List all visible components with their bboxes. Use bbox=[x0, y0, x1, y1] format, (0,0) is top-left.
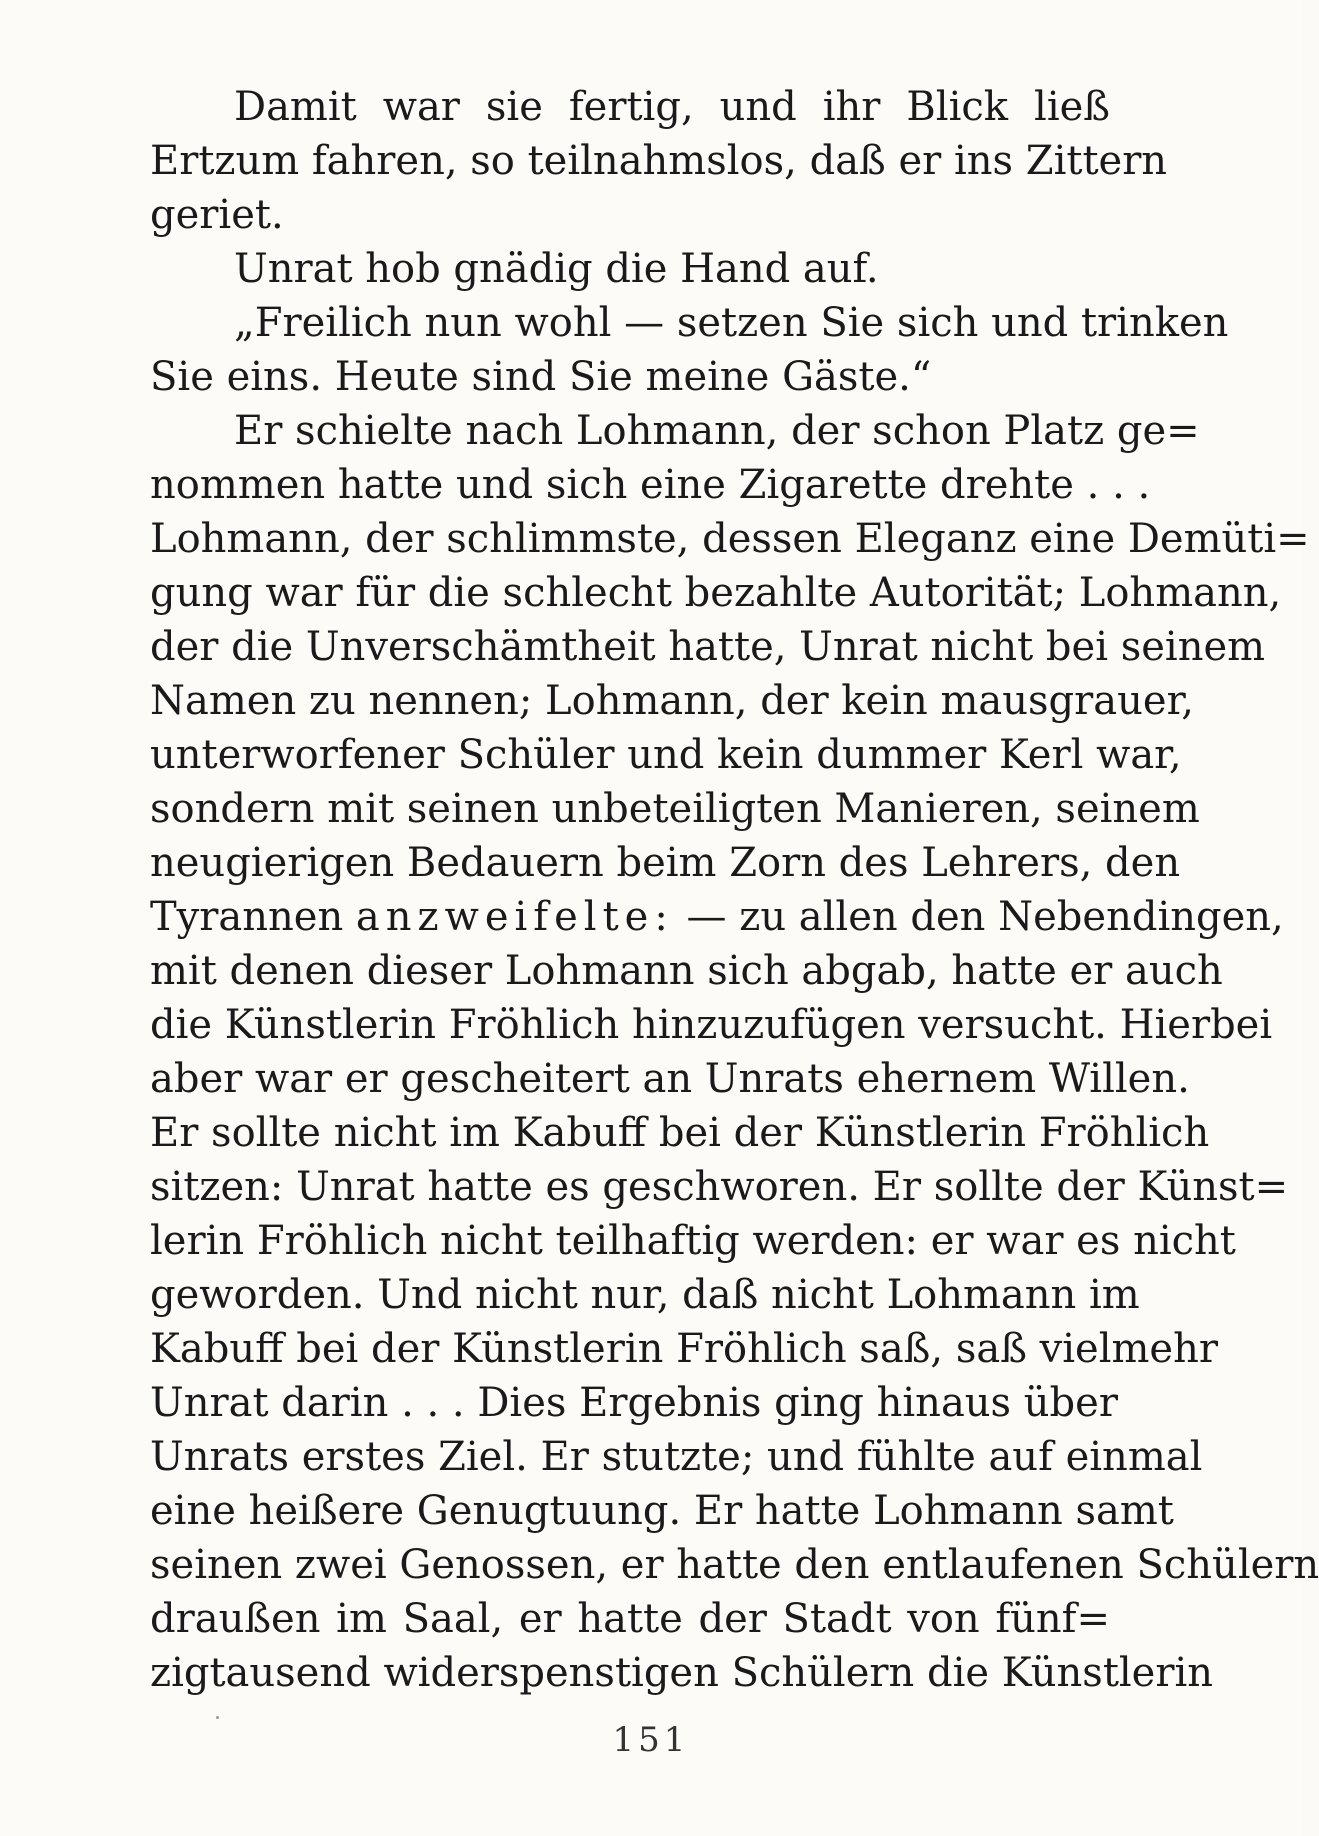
text-line: Kabuff bei der Künstlerin Fröhlich saß, saß vielmehr bbox=[150, 1326, 1218, 1372]
page-number: 151 bbox=[612, 1720, 690, 1760]
text-line: Ertzum fahren, so teilnahmslos, daß er ins Zittern bbox=[150, 138, 1168, 184]
text-line: draußen im Saal, er hatte der Stadt von fünf= bbox=[150, 1596, 1110, 1642]
text-segment: — zu allen den Nebendingen, bbox=[673, 894, 1284, 940]
text-segment: Tyrannen bbox=[150, 894, 356, 940]
text-line: Er schielte nach Lohmann, der schon Platz ge= bbox=[234, 408, 1200, 454]
text-line: nommen hatte und sich eine Zigarette drehte . . . bbox=[150, 462, 1151, 508]
text-line: Er sollte nicht im Kabuff bei der Künstlerin Fröhlich bbox=[150, 1110, 1210, 1156]
text-line: neugierigen Bedauern beim Zorn des Lehrers, den bbox=[150, 840, 1181, 886]
text-line: geworden. Und nicht nur, daß nicht Lohmann im bbox=[150, 1272, 1140, 1318]
text-line: eine heißere Genugtuung. Er hatte Lohmann samt bbox=[150, 1488, 1174, 1534]
text-line: mit denen dieser Lohmann sich abgab, hatte er auch bbox=[150, 948, 1223, 994]
text-line: seinen zwei Genossen, er hatte den entlaufenen Schülern bbox=[150, 1542, 1319, 1588]
text-line: aber war er gescheitert an Unrats ehernem Willen. bbox=[150, 1056, 1190, 1102]
text-line: sitzen: Unrat hatte es geschworen. Er sollte der Künst= bbox=[150, 1164, 1289, 1210]
text-line: Unrat hob gnädig die Hand auf. bbox=[234, 246, 879, 292]
text-line: geriet. bbox=[150, 192, 284, 238]
text-line: Damit war sie fertig, und ihr Blick ließ bbox=[234, 84, 1110, 130]
text-line: Sie eins. Heute sind Sie meine Gäste.“ bbox=[150, 354, 932, 400]
text-line: „Freilich nun wohl — setzen Sie sich und trinken bbox=[234, 300, 1229, 346]
text-line: Lohmann, der schlimmste, dessen Eleganz eine Demüti= bbox=[150, 516, 1310, 562]
text-line: Namen zu nennen; Lohmann, der kein mausgrauer, bbox=[150, 678, 1195, 724]
body-text bbox=[150, 80, 1319, 1700]
text-line: Unrat darin . . . Dies Ergebnis ging hinaus über bbox=[150, 1380, 1118, 1426]
paper-speck bbox=[216, 1716, 219, 1719]
text-line: die Künstlerin Fröhlich hinzuzufügen versucht. Hierbei bbox=[150, 1002, 1273, 1048]
spaced-emphasis: anzweifelte: bbox=[355, 894, 674, 940]
text-line: sondern mit seinen unbeteiligten Manieren, seinem bbox=[150, 786, 1200, 832]
text-line: lerin Fröhlich nicht teilhaftig werden: er war es nicht bbox=[150, 1218, 1236, 1264]
text-line: zigtausend widerspenstigen Schülern die Künstlerin bbox=[150, 1650, 1214, 1696]
text-line: unterworfener Schüler und kein dummer Kerl war, bbox=[150, 732, 1182, 778]
text-line bbox=[150, 890, 1284, 944]
text-line: Unrats erstes Ziel. Er stutzte; und fühlte auf einmal bbox=[150, 1434, 1203, 1480]
text-line: der die Unverschämtheit hatte, Unrat nicht bei seinem bbox=[150, 624, 1266, 670]
text-line: gung war für die schlecht bezahlte Autorität; Lohmann, bbox=[150, 570, 1282, 616]
